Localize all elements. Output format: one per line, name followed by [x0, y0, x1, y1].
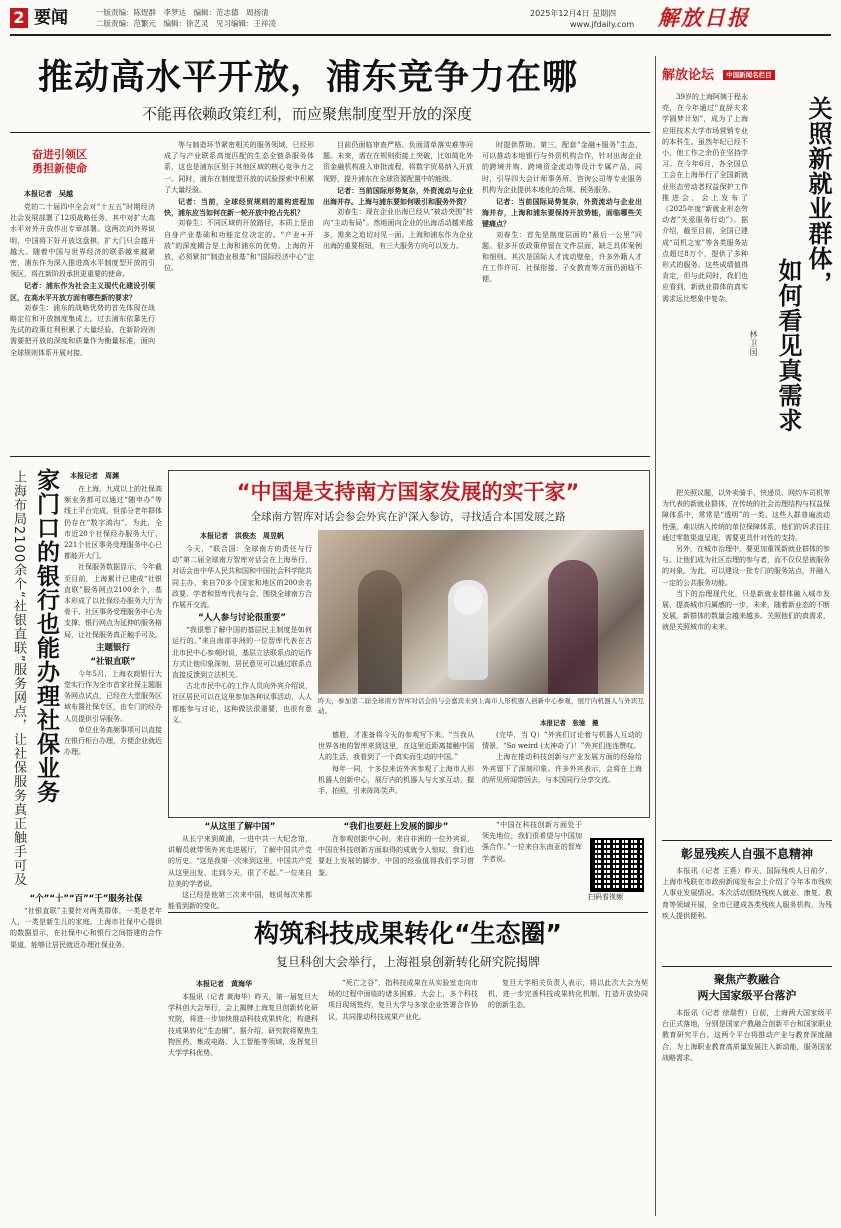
feature-kicker: [662, 64, 832, 86]
center-paragraph: 古北市民中心的工作人员向外宾介绍说，社区居民可以在这里参加各种议事活动，人人都能参与讨论，这种做法很重要，也很有意义。: [172, 682, 312, 724]
bottom-rule: [168, 912, 648, 913]
right-news-paragraph: 本报讯（记者 王燕）昨天，国际残疾人日前夕，上海市残联在市政府新闻发布会上介绍了今年本市残疾人事业发展情况。本次活动围绕残疾人就业、康复、教育等领域开展，全市已建成各类残疾人服务机构，为残疾人提供便利。: [662, 867, 832, 920]
header-rule: [10, 34, 831, 36]
photo-person: [548, 560, 598, 694]
photo-caption-text: 昨天，参加第二届全球南方智库对话会的与会嘉宾来到上海市人形机器人创新中心参观，展厅内机器人与外宾互动。: [318, 697, 644, 715]
lead-byline: 本报记者 吴越: [24, 189, 73, 198]
lead-answer: 刘春生：浦东的战略优势的首先体现在战略定位和开放制度集成上。过去浦东依靠先行先试的政策红利积累了大量经验，在新阶段则需要把开放的深度和质量作为衡量标准，面向全球规则体系开展对接。: [10, 303, 155, 357]
bottom-column-1: [168, 992, 318, 1222]
center-column-2: [318, 730, 474, 812]
lead-kicker: [22, 148, 122, 176]
lead-paragraph: 时提供帮助。第三，配套“金融+服务”生态，可以推动本地银行与外资机构合作，针对出海企业的跨境并购、跨境资金流动等设计专属产品，同时，引导四大会计师事务所、咨询公司等专业服务机构为企业提供本地化的合规、税务服务。: [482, 141, 642, 194]
feature-paragraph: 把关照议题，以外卖骑手、快递员、网约车司机等为代表的新就业群体，在传统的社会治理结构与权益保障体系中，常常是“透明”的一类。这些人群普遍流动性强，难以纳入传统的单位保障体系，他们的诉求往往通过零散渠道呈现，需要更具针对性的支持。: [662, 489, 830, 542]
bottom-paragraph: 复旦大学相关负责人表示，将以此次大会为契机，进一步完善科技成果转化机制，打造开放协同的创新生态。: [488, 979, 648, 1010]
center-lower-right: [482, 820, 582, 910]
right-news-rule-2: [662, 966, 832, 967]
lead-column-2: [164, 140, 314, 452]
right-news-rule: [662, 840, 832, 841]
bottom-paragraph: 本报讯（记者 黄海华）昨天，第一届复旦大学科创大会举行，会上揭牌上海复旦创新转化研究院，将进一步加快推动科技成果转化，构建科技成果转化“生态圈”。据介绍，研究院将聚焦生物医药、集成电路、人工智能等领域，发挥复旦大学学科优势。: [168, 993, 318, 1058]
photo-credit: 本报记者 张驰 摄: [540, 719, 599, 727]
center-paragraph: “我很想了解中国的基层民主制度是如何运行的。”来自南部非洲的一位智库代表在古北市民中心参观时说，基层立法联系点的运作方式让他印象深刻，居民意见可以通过联系点直接反馈到立法机关。: [172, 626, 312, 680]
photo-person: [358, 570, 402, 694]
issue-date: 2025年12月4日 星期四: [530, 9, 617, 18]
left-story-paragraph: “社银直联”主要针对两类群体，一类是老年人，一类是新生儿的家庭。上海市社保中心提供的数据显示，在社保中心和银行之间搭建的合作渠道，能够让居民就近办理社保业务。: [10, 907, 162, 949]
center-paragraph: 这已经是他第三次来中国，他说每次来都能看到新的变化。: [168, 891, 312, 910]
feature-body-bottom: [662, 488, 830, 838]
page-number: 2: [10, 8, 28, 28]
feature-body-top: [662, 92, 748, 482]
kicker-line-2: 勇担新使命: [32, 162, 87, 175]
left-story-paragraph: 单位业务高频事项可以直接在银行柜台办理，方便企业就近办理。: [64, 725, 162, 757]
bottom-column-2: [328, 978, 478, 1222]
lead-paragraph: 等与制造环节紧密相关的服务领域，已经形成了与产业联系高度匹配的生态全链条服务体系，这也是浦东区别于其他区域的核心竞争力之一。同时，浦东在制度型开放的试验探索中积累了大量经验。: [164, 141, 314, 194]
website: www.jfdaily.com: [570, 20, 635, 29]
qr-label: 扫码看视频: [588, 893, 623, 901]
feature-title-line-1: 关照新就业群体，: [804, 96, 832, 296]
lead-question: 记者：当前国际形势复杂，外资流动与企业出海并存。上海与浦东要如何吸引和服务外资？: [323, 185, 473, 207]
bottom-subhead: 复旦科创大会举行，上海祖泉创新转化研究院揭牌: [275, 955, 540, 969]
center-column-3: [482, 730, 642, 812]
feature-paragraph: 当下的治理现代化，只是新就业群体融入城市发展、提高城市归属感的一步。未来，随着新业态的不断发展，新群体的数量会越来越多。关照他们的真需求，就是关照城市的未来。: [662, 589, 830, 632]
center-subhead-2: “从这里了解中国”: [204, 822, 276, 832]
right-news-2-title-1: 聚焦产教融合: [714, 973, 780, 986]
newspaper-logo: 解放日报: [658, 5, 750, 30]
left-story-paragraph: 社保服务数据显示，今年截至目前，上海累计已建成“社银直联”服务网点2100余个，基本形成了以社保经办服务大厅为骨干、社区事务受理服务中心为支撑、银行网点为延伸的服务格局，让社保服务真正触手可及。: [64, 563, 162, 639]
left-story-body: [64, 484, 162, 884]
center-paragraph: “中国在科技创新方面处于领先地位，我们很希望与中国加强合作。”一位来自东南亚的智库学者说。: [482, 821, 582, 863]
bottom-column-3: [488, 978, 648, 1222]
center-paragraph: 上海在推动科技创新与产业发展方面的经验给外宾留下了深刻印象。许多外宾表示，会将在上海的所见所闻带回去，与本国同行分享交流。: [482, 753, 642, 784]
bottom-headline: 构筑科技成果转化“生态圈”: [254, 919, 562, 948]
editors-row-2: 二版责编：范繁元 编辑：徐艺灵 见习编辑：王祥凌: [96, 19, 276, 28]
left-story-lower: [10, 892, 162, 1222]
left-story-headline: 家门口的银行也能办理社保业务: [33, 468, 59, 804]
center-column-1: [172, 544, 312, 812]
feature-kicker-badge: 中国新闻名栏目: [723, 70, 775, 80]
center-paragraph: (完毕，当 Q）“外宾们讨论着与机器人互动的情景，“So weird (太神奇了)！”外宾们连连赞叹。: [482, 731, 642, 751]
left-story-subhead: 主题银行: [95, 642, 130, 653]
lead-question: 记者：当前，全球经贸规则的重构进程加快，浦东应当如何在新一轮开放中抢占先机？: [164, 197, 314, 218]
kicker-line-1: 奋进引领区: [32, 148, 87, 161]
page-header: [10, 6, 831, 34]
center-lower-left: [168, 820, 312, 910]
lead-question: 记者：当前国际局势复杂，外资流动与企业出海并存，上海和浦东要保持开放势能，面临哪些关键痛点？: [482, 197, 642, 229]
feature-title-line-2: 如何看见真需求: [774, 258, 802, 433]
center-headline: “中国是支持南方国家发展的实干家”: [236, 480, 580, 504]
center-paragraph: 今天，“联合国：全球南方的责任与行动”第二届全球南方智库对话会在上海举行，对话会由中华人民共和国和中国社会科学院共同主办，来自70多个国家和地区的200余名政要、学者和智库代表与会，围绕全球南方合作展开交流。: [172, 545, 312, 610]
right-news-2-body: [662, 1008, 832, 1222]
right-news-1-body: [662, 866, 832, 962]
center-lower-mid: [318, 820, 474, 910]
lead-answer: 刘春生：现在企业出海已经从“被动突围”转向“主动布局”。然地面向企业的出海活动越来越多，需来之追切对见一面。上海和浦东作为企业出海的重要枢纽，有三大服务方向可以发力。: [323, 208, 473, 250]
section-name: 要闻: [34, 8, 68, 28]
center-paragraph: 从长宁来到黄浦，一进中共一大纪念馆，讲解员就带领外宾走进展厅，了解中国共产党的历史。“这是我第一次来到这里，中国共产党从这里出发，走到今天，很了不起。”一位来自拉美的学者说。: [168, 835, 312, 888]
photo-caption: [318, 696, 644, 720]
lead-bottom-rule: [10, 456, 650, 457]
feature-paragraph: 另外，在城市治理中，要更加重视新就业群体的参与。让他们成为社区治理的参与者，而不仅仅是被服务的对象。为此，可以建设一批专门的服务站点，并融入一定的公共服务功能。: [662, 545, 830, 587]
left-story-paragraph: 今年5月，上海农商银行大堂实行作为全市首家社保主题服务网点试点，已经在大堂服务区域布置社保专区，由专门的经办人员提供引导服务。: [64, 669, 162, 723]
right-news-1-title: 彰显残疾人自强不息精神: [680, 847, 813, 861]
left-story-byline: 本报记者 周渊: [70, 471, 119, 480]
center-photo: [318, 530, 644, 694]
center-subhead-1: “人人参与讨论很重要”: [198, 613, 286, 624]
center-paragraph: 德胜，才准备将今天的参观写下来。“当我从世界各地的智库来到这里，在这里近距离接触中国人的生活，我看到了一个真实而生动的中国。”: [318, 731, 474, 762]
feature-paragraph: 39岁的上海阿姨于程永亮，在今年通过“直辞夫求学圆梦计划”，成为了上海应用技术大学市场营销专业的本科生。虽然年纪已经不小，他工作之余仍在坚持学习。在今年6月，各全国总工会在上海举行了全国新就业形态劳动者权益保护工作推进会，会上发布了《2025年度“新就业形态劳动者”关爱服务行动”》。据介绍，截至目前，全国已建成“司机之家”等各类服务站点超过8万个，提供了多种形式的服务。这些成绩值得肯定，但与此同时，我们也应看到，新就业群体的真实需求远比想象中复杂。: [662, 93, 748, 303]
lead-column-1: [10, 202, 155, 452]
center-subhead: 全球南方智库对话会参会外宾在沪深入参访，寻找适合本国发展之路: [250, 511, 566, 523]
feature-author: 林卫国: [749, 330, 758, 357]
center-subhead-3: “我们也要赶上发展的脚步”: [343, 822, 449, 832]
right-news-paragraph: 本报讯（记者 徐瑞哲）日前，上海两大国家级平台正式落地，分别是国家产教融合创新平台和国家职业教育研究平台。这两个平台将推动产业与教育深度融合，为上海职业教育高质量发展注入新动能，服务国家战略需求。: [662, 1009, 832, 1062]
lead-subtitle: 不能再依赖政策红利，而应聚焦制度型开放的深度: [142, 105, 473, 123]
left-story-subhead-2: “社银直联”: [90, 656, 136, 667]
center-paragraph: 在参观创新中心时，来自非洲的一位外宾说，中国在科技创新方面取得的成就令人惊叹，我们也要赶上发展的脚步，中国的经验值得我们学习借鉴。: [318, 835, 474, 877]
bottom-byline: 本报记者 黄海华: [196, 979, 252, 988]
lead-column-3: [323, 140, 473, 452]
lead-paragraph: 目前仍面临审查严格、负面清单落实难等问题。未来，需在在规则衔接上突破，比如简化外资金融机构准入审批流程，将数字贸易纳入开放视野，提升浦东在全球资源配置中的能级。: [323, 141, 473, 183]
lead-paragraph: 党的二十届四中全会对“十五五”时期经济社会发展部署了12项战略任务，其中对扩大高水平对外开放作出专章部署。这两次向外界说明，中国将下好开放这盘棋，扩大门只会越开越大。随着中国与世界经济的联系越来越紧密，浦东作为深入推进高水平制度型开放的引领区，将在新阶段承担更重要的使命。: [10, 203, 155, 279]
lead-headline: 推动高水平开放，浦东竞争力在哪: [38, 58, 579, 98]
left-story-subtitle: 上海布局2100余个“社银直联”服务网点，让社保服务真正触手可及: [11, 470, 26, 887]
lead-answer: 刘春生：不同区域的开放路径，本质上是由自身产业基础和功能定位决定的。“产业+开放”的深度耦合是上海和浦东的优势。上海的开放，必须紧扣“制造业根基”和“国际经济中心”定位。: [164, 219, 314, 273]
center-byline: 本报记者 洪俊杰 周昱帆: [200, 531, 284, 540]
left-story-paragraph: 在上海，九成以上的社保高频业务都可以通过“随申办”等线上平台完成，但部分老年群体仍存在“数字鸿沟”。为此，全市近20个社保经办服务大厅、221个社区事务受理服务中心已都能开大门。: [64, 485, 162, 561]
video-qr-code[interactable]: [590, 838, 644, 892]
photo-robot: [448, 580, 488, 680]
bottom-paragraph: “死亡之谷”，指科技成果在从实验室走向市场的过程中面临的诸多困难。大会上，多个科技项目现场签约，复旦大学与多家企业签署合作协议，共同推动科技成果产业化。: [328, 979, 478, 1021]
feature-divider: [655, 56, 656, 1216]
center-paragraph: 每年一同，十多位来访外宾参观了上海市人形机器人创新中心，展厅内的机器人与大家互动，握手、拍照，引来阵阵笑声。: [318, 764, 474, 796]
feature-kicker-title: 解放论坛: [662, 68, 715, 83]
lead-rule: [10, 132, 650, 133]
editors-row-1: 一版责编：陈煜群 李梦达 编辑：范志德 周扬清: [96, 8, 269, 17]
left-story-subhead: “个”“十”“百”“千”服务社保: [29, 894, 143, 904]
lead-answer: 刘春生：首先是制度层面的“最后一公里”问题。很多开放政策停留在文件层面，缺乏具体案例和细则。其次是国际人才流动壁垒，许多外籍人才在工作许可、社保衔接、子女教育等方面仍面临不便。: [482, 230, 642, 284]
lead-column-4: [482, 140, 642, 452]
lead-question: 记者：浦东作为社会主义现代化建设引领区，在高水平开放方面有哪些新的要求？: [10, 281, 155, 302]
right-news-2-title-2: 两大国家级平台落沪: [697, 989, 797, 1002]
